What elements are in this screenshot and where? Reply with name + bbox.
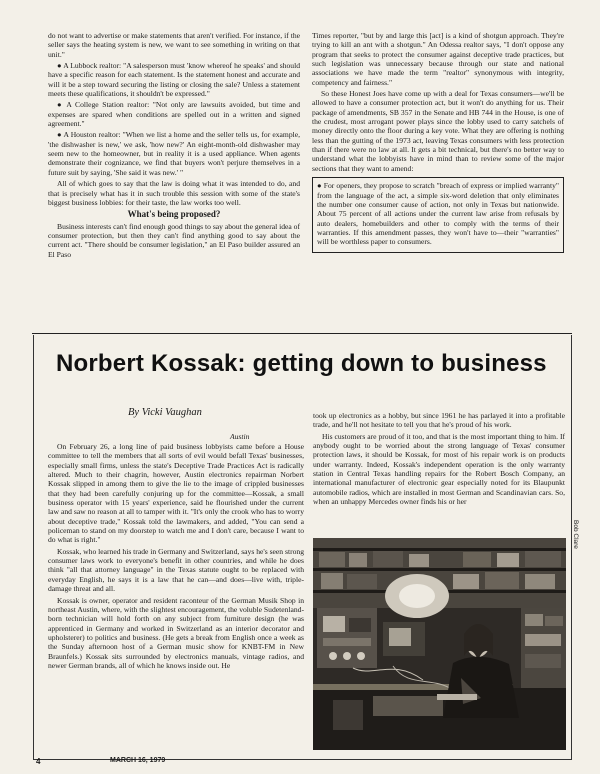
story-headline: Norbert Kossak: getting down to business bbox=[56, 350, 547, 377]
page-number: 4 bbox=[36, 757, 41, 766]
paragraph: ● A College Station realtor: "Not only are lawsuits avoided, but time and expenses are spared when conditions are spelled out in a written and signed agreement." bbox=[48, 100, 300, 129]
paragraph: Kossak, who learned his trade in Germany and Switzerland, says he's seen strong consumer laws work to everyone's benefit in other countries, and while he does think "all that attorney language" in the Texas statute ought to be replaced with everyday English, he says it is a law that he can—and does—live with, triple-damage threat and all. bbox=[48, 546, 304, 594]
section-heading: What's being proposed? bbox=[127, 209, 221, 220]
paragraph: His customers are proud of it too, and that is the most important thing to him. If anybody ought to be worried about the strong language of Texas' consumer protection laws, it should be Kossak, for most of his repair work is on products under warranty. Indeed, Kossak's independent operation is the only warranty station in Central Texas handling repairs for the Robert Bosch Company, an international manufacturer of electronic gear especially noted for its Blaupunkt automobile radios, which are installed in most German and Scandinavian cars. So, when an unhappy Mercedes owner finds his or her bbox=[313, 431, 565, 507]
dateline: Austin bbox=[230, 432, 250, 441]
workshop-photo-art bbox=[313, 538, 566, 750]
paragraph: ● For openers, they propose to scratch "breach of express or implied warranty" from the language of the act, a simple six-word deletion that only eliminates the number one consumer cause of action, not only in Texas but nationwide. About 75 percent of all actions under the current law arise from refusals by auto dealers, homebuilders and other to comply with the terms of their warranties. If this amendment passes, they won't have to—their "warranties" will be worthless paper to consumers. bbox=[317, 181, 559, 247]
boxed-paragraph bbox=[312, 177, 564, 252]
paragraph: On February 26, a long line of paid business lobbyists came before a House committee to tell the members that all sorts of evil would befall Texas' businesses, especially small firms, unless the state's Deceptive Trade Practices Act is radically altered. Much to their chagrin, however, Austin electronics repairman Norbert Kossak slipped in among them to give the lie to the image of crippled businesses that they had been carefully conjuring up for the committee—Kossak, a small business operator with 15 years' experience, said he flourished under the current law and saw no reason at all to tamper with it. "It's only the crook who has to worry about deceptive trade," Kossak told the lawmakers, and added, "You can send a policeman to stand on my doorstep to watch me and I don't care, because I want to do what is right." bbox=[48, 442, 304, 545]
story-column-right bbox=[313, 411, 565, 508]
section-divider bbox=[32, 333, 572, 334]
paragraph: took up electronics as a hobby, but since 1961 he has parlayed it into a profitable trade, and he'll not hesitate to tell you that he's proud of his work. bbox=[313, 411, 565, 430]
photo-credit: Bob Clare bbox=[572, 520, 579, 549]
top-column-right bbox=[312, 31, 564, 253]
paragraph: So these Honest Joes have come up with a deal for Texas consumers—we'll be allowed to have a consumer protection act, but it won't do anything for us. Their package of amendments, SB 357 in the Senate and HB 744 in the House, is one of the crudest, most arrogant power plays since the lobby used to carry satchels of money directly onto the floor during a key vote. What they are offering is nothing less than the gutting of the 1973 act, leaving Texas consumers with less protection than if there were no law at all. It gets a bit technical, but there's no better way to understand what the lobbyists have in mind than to review some of the major sections that they want to amend: bbox=[312, 89, 564, 173]
story-column-left bbox=[48, 442, 304, 672]
byline: By Vicki Vaughan bbox=[128, 407, 202, 418]
paragraph: ● A Houston realtor: "When we list a home and the seller tells us, for example, 'the dishwasher is new,' we ask, 'how new?' An eight-month-old dishwasher may seem new to the homeowner, but in reality it is a used appliance. When agents demonstrate their cognizance, we find that buyers won't perjure themselves in a future suit by saying, 'She said it was new.' " bbox=[48, 130, 300, 177]
workshop-photo bbox=[313, 538, 566, 750]
paragraph: do not want to advertise or make statements that aren't verified. For instance, if the seller says the heating system is new, we want to see something in writing on that unit." bbox=[48, 31, 300, 59]
paragraph: All of which goes to say that the law is doing what it was intended to do, and that is precisely what has it in such trouble this session with some of the state's biggest business lobbies: for their taste, the law works too well. bbox=[48, 179, 300, 207]
paragraph: ● A Lubbock realtor: "A salesperson must 'know whereof he speaks' and should have a specific reason for each statement. Is the statement honest and accurate and will it be a step toward securing the listing or closing the sale? Unless a statement meets these qualifications, it shouldn't be expressed." bbox=[48, 61, 300, 99]
paragraph: Times reporter, "but by and large this [act] is a kind of shotgun approach. They're trying to kill an ant with a shotgun." An Odessa realtor says, "I don't oppose any program that seeks to protect the consumer against deceptive trade practices, but such legislation was unnecessary because through our state and national associations we have made the term "realtor" synonymous with integrity, competency and fairness." bbox=[312, 31, 564, 87]
issue-date: MARCH 16, 1979 bbox=[110, 757, 166, 764]
paragraph: Kossak is owner, operator and resident raconteur of the German Musik Shop in northeast Austin, where, with the slightest encouragement, the voluble Sudetenland-born technician will hold forth on any subject from furniture design (he was apprenticed in Germany and worked in Switzerland as an interior decorator and upholsterer) to politics and business. (He gets a break from English once a week as the Sunday afternoon host of a German music show for KNBT-FM in New Braunfels.) Kossak sits surrounded by electronics manuals, vintage radios, and newer German brands, all of which he knows inside out. He bbox=[48, 595, 304, 670]
top-column-left bbox=[48, 31, 300, 261]
paragraph: Business interests can't find enough good things to say about the general idea of consumer protection, but then they can't find anything good to say about the current act. "There should be consumer legislation," an El Paso builder assured an El Paso bbox=[48, 221, 300, 259]
